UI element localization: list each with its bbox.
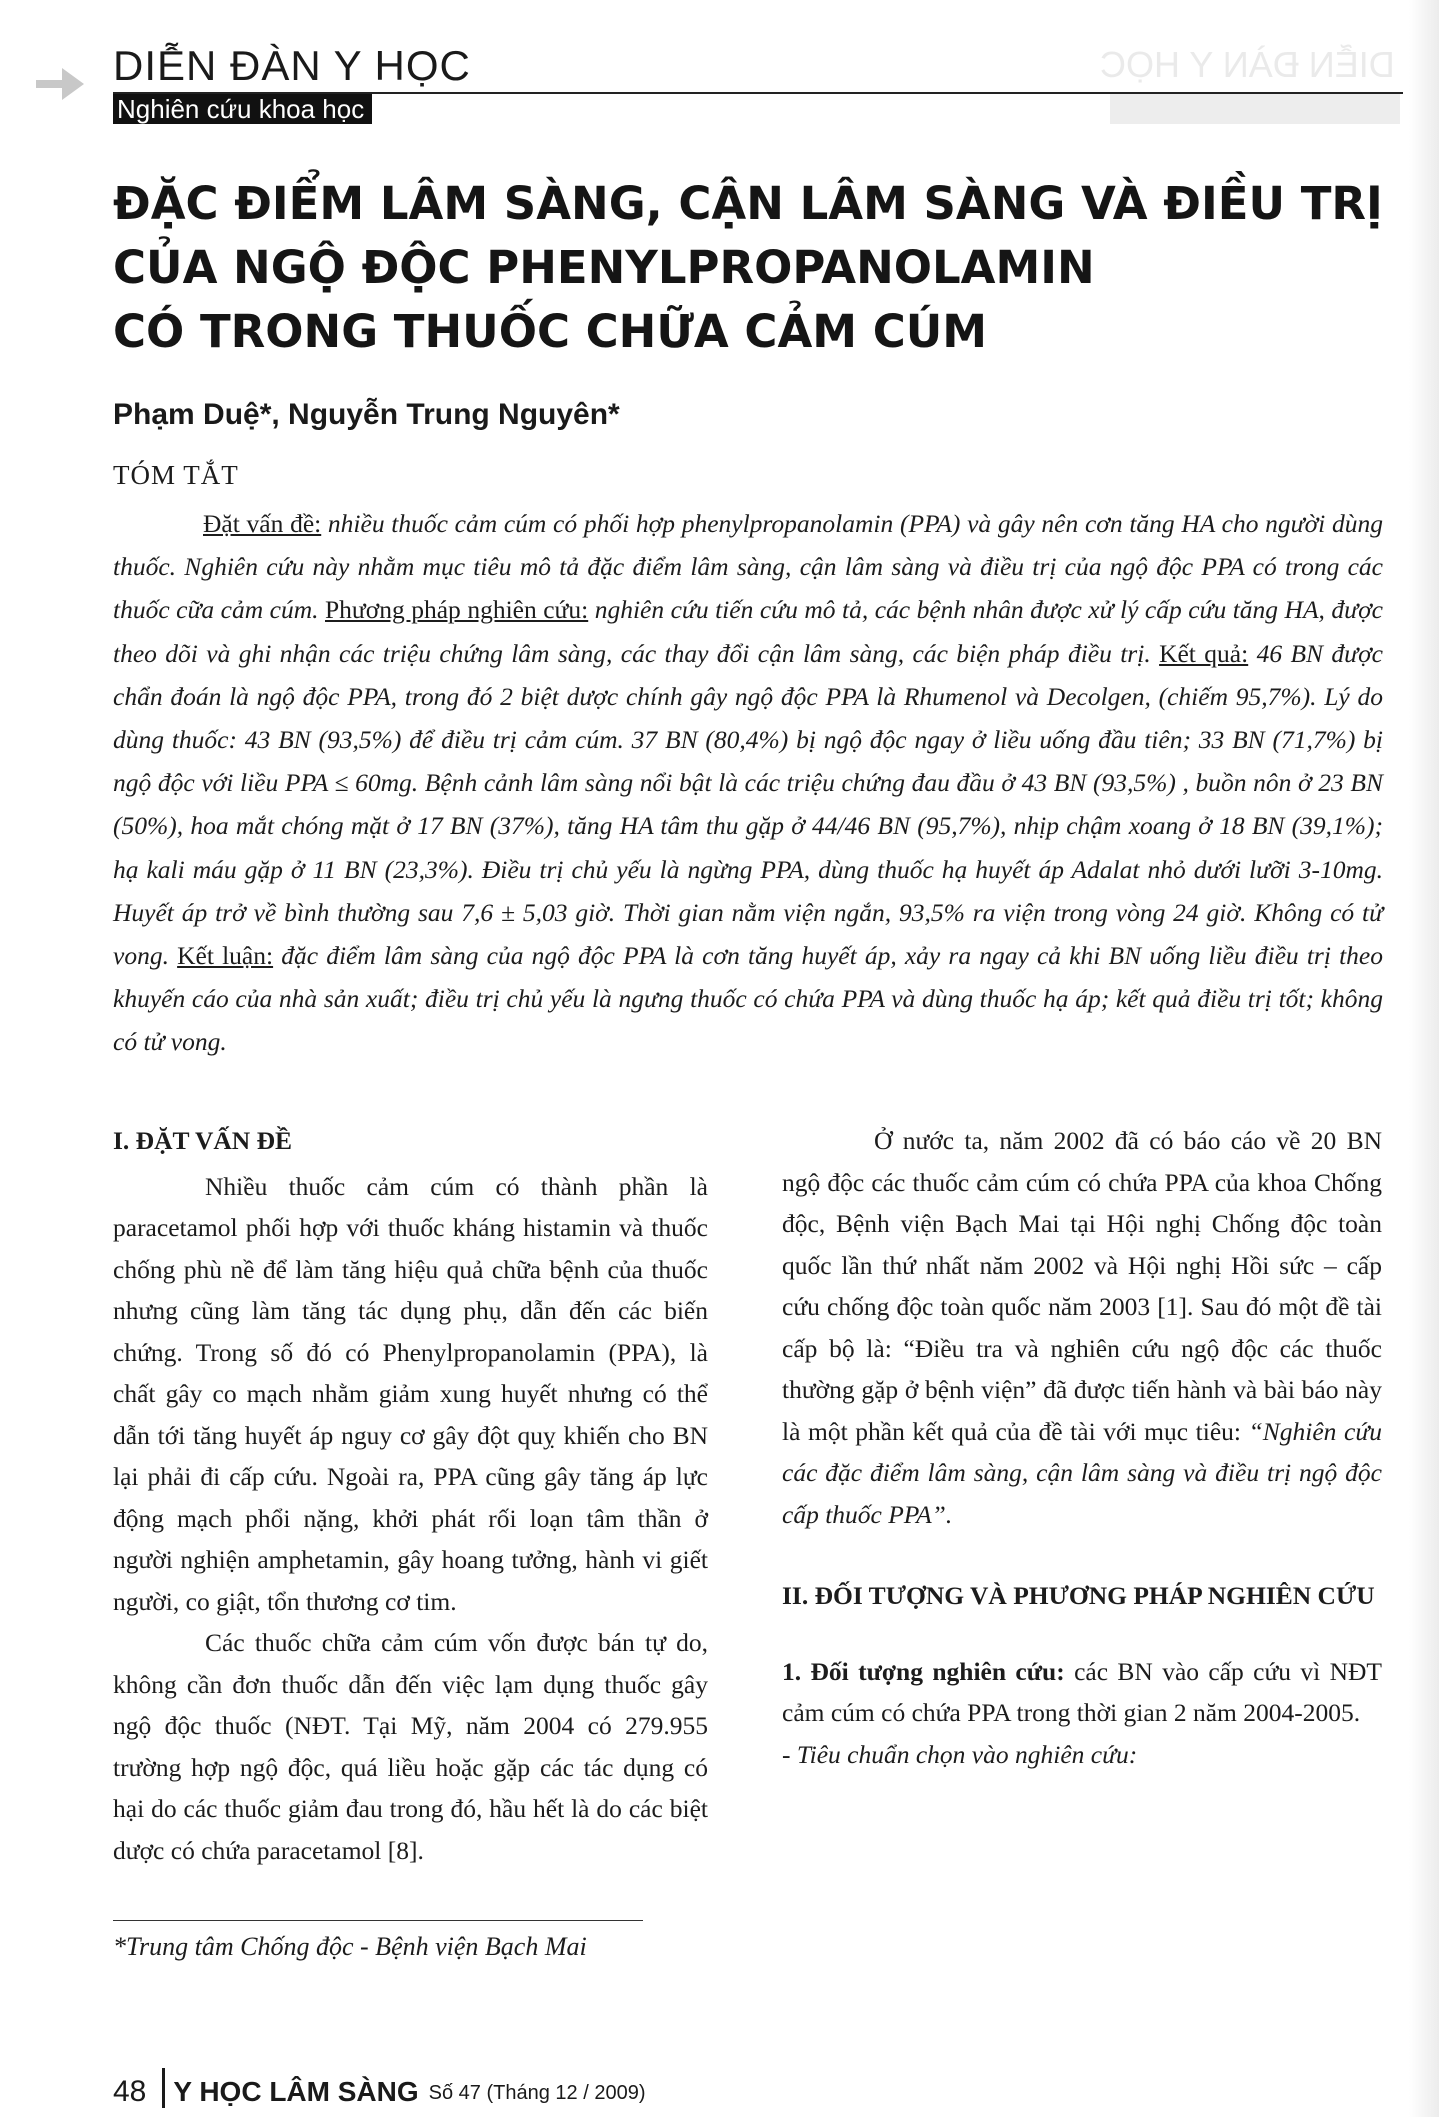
- abstract-text-conclusion: đặc điểm lâm sàng của ngộ độc PPA là cơn tăng huyết áp, xảy ra ngay cả khi BN uống liều điều trị theo khuyến cáo của nhà sản xuất; điều trị chủ yếu là ngưng thuốc có chứa PPA và dùng thuốc hạ áp; kết quả điều trị tốt; không có tử vong.: [113, 941, 1383, 1057]
- abstract-text-background: nhiều thuốc cảm cúm có phối hợp phenylpropanolamin (PPA) và gây nên cơn tăng HA cho người dùng thuốc. Nghiên cứu này nhằm mục tiêu mô tả đặc điểm lâm sàng, cận lâm sàng và điều trị của ngộ độc PPA có trong các thuốc cữa cảm cúm.: [113, 509, 1383, 625]
- authors: Phạm Duệ*, Nguyễn Trung Nguyên*: [113, 398, 620, 431]
- issue-info: Số 47 (Tháng 12 / 2009): [428, 2082, 646, 2104]
- title-line-3: CÓ TRONG THUỐC CHỮA CẢM CÚM: [113, 305, 988, 358]
- abstract-label-conclusion: Kết luận:: [177, 941, 274, 971]
- abstract-heading: TÓM TẮT: [113, 460, 239, 490]
- abstract-text-methods: nghiên cứu tiến cứu mô tả, các bệnh nhân được xử lý cấp cứu tăng HA, được theo dõi và ghi nhận các triệu chứng lâm sàng, các thay đổi cận lâm sàng, các biện pháp điều trị.: [113, 595, 1383, 668]
- intro-paragraph-3-text: Ở nước ta, năm 2002 đã có báo cáo về 20 BN ngộ độc các thuốc cảm cúm có chứa PPA của khoa Chống độc, Bệnh viện Bạch Mai tại Hội nghị Chống độc toàn quốc lần thứ nhất năm 2002 và Hội nghị Hồi sức – cấp cứu chống độc toàn quốc năm 2003 [1]. Sau đó một đề tài cấp bộ là: “Điều tra và nghiên cứu ngộ độc các thuốc thường gặp ở bệnh viện” đã được tiến hành và bài báo này là một phần kết quả của đề tài với mục tiêu:: [782, 1126, 1382, 1446]
- section-heading-introduction: I. ĐẶT VẤN ĐỀ: [113, 1126, 293, 1155]
- arrow-right-icon: [36, 64, 88, 104]
- abstract-label-methods: Phương pháp nghiên cứu:: [325, 595, 589, 625]
- right-column: [782, 1120, 1382, 1775]
- intro-paragraph-2: Các thuốc chữa cảm cúm vốn được bán tự do, không cần đơn thuốc dẫn đến việc lạm dụng thuốc gây ngộ độc thuốc (NĐT. Tại Mỹ, năm 2004 có 279.955 trường hợp ngộ độc, quá liều hoặc gặp các tác dụng có hại do các thuốc giảm đau trong đó, hầu hết là do các biệt dược có chứa paracetamol [8].: [113, 1628, 708, 1865]
- intro-paragraph-1: Nhiều thuốc cảm cúm có thành phần là paracetamol phối hợp với thuốc kháng histamin và thuốc chống phù nề để làm tăng hiệu quả chữa bệnh của thuốc nhưng cũng làm tăng tác dụng phụ, dẫn đến các biến chứng. Trong số đó có Phenylpropanolamin (PPA), là chất gây co mạch nhằm giảm xung huyết nhưng có thể dẫn tới tăng huyết áp nguy cơ gây đột quỵ khiến cho BN lại phải đi cấp cứu. Ngoài ra, PPA cũng gây tăng áp lực động mạch phổi nặng, khởi phát rối loạn tâm thần ở người nghiện amphetamin, gây hoang tưởng, hành vi giết người, co giật, tổn thương cơ tim.: [113, 1171, 708, 1616]
- study-objective: “Nghiên cứu các đặc điểm lâm sàng, cận lâm sàng và điều trị ngộ độc cấp thuốc PPA”.: [782, 1416, 1382, 1529]
- bleed-through-header: DIỄN ĐÀN Y HỌC: [1100, 44, 1395, 85]
- footnote-rule: [113, 1920, 643, 1921]
- left-column: [113, 1120, 708, 1871]
- page-edge-shadow: [1409, 0, 1439, 2117]
- intro-paragraph-3: [782, 1120, 1382, 1535]
- abstract-label-background: Đặt vấn đề:: [203, 509, 322, 538]
- article-title: [113, 172, 1403, 364]
- page-footer: [113, 2068, 645, 2108]
- inclusion-criteria: - Tiêu chuẩn chọn vào nghiên cứu:: [782, 1739, 1138, 1769]
- page-number: 48: [113, 2075, 147, 2108]
- abstract-label-results: Kết quả:: [1159, 638, 1249, 668]
- subjects-text: các BN vào cấp cứu vì NĐT cảm cúm có chứa PPA trong thời gian 2 năm 2004-2005.: [782, 1656, 1383, 1727]
- section-heading-methods: II. ĐỐI TƯỢNG VÀ PHƯƠNG PHÁP NGHIÊN CỨU: [782, 1581, 1375, 1610]
- subjects-label: 1. Đối tượng nghiên cứu:: [782, 1656, 1065, 1686]
- abstract-body: [113, 502, 1383, 1064]
- title-line-2: CỦA NGỘ ĐỘC PHENYLPROPANOLAMIN: [113, 241, 1095, 294]
- footer-divider: [162, 2068, 165, 2108]
- journal-name: Y HỌC LÂM SÀNG: [173, 2076, 419, 2107]
- subjects-paragraph: [782, 1651, 1382, 1734]
- footnote: *Trung tâm Chống độc - Bệnh viện Bạch Mai: [113, 1932, 587, 1961]
- section-badge: Nghiên cứu khoa học: [113, 94, 372, 124]
- title-line-1: ĐẶC ĐIỂM LÂM SÀNG, CẬN LÂM SÀNG VÀ ĐIỀU TRỊ: [113, 177, 1383, 230]
- section-title: DIỄN ĐÀN Y HỌC: [113, 42, 471, 89]
- abstract-text-results: 46 BN được chẩn đoán là ngộ độc PPA, trong đó 2 biệt dược chính gây ngộ độc PPA là Rhumenol và Decolgen, (chiếm 95,7%). Lý do dùng thuốc: 43 BN (93,5%) để điều trị cảm cúm. 37 BN (80,4%) bị ngộ độc ngay ở liều uống đầu tiên; 33 BN (71,7%) bị ngộ độc với liều PPA ≤ 60mg. Bệnh cảnh lâm sàng nổi bật là các triệu chứng đau đầu ở 43 BN (93,5%) , buồn nôn ở 23 BN (50%), hoa mắt chóng mặt ở 17 BN (37%), tăng HA tâm thu gặp ở 44/46 BN (95,7%), nhịp chậm xoang ở 18 BN (39,1%); hạ kali máu gặp ở 11 BN (23,3%). Điều trị chủ yếu là ngừng PPA, dùng thuốc hạ huyết áp Adalat nhỏ dưới lưỡi 3-10mg. Huyết áp trở về bình thường sau 7,6 ± 5,03 giờ. Thời gian nằm viện ngắn, 93,5% ra viện trong vòng 24 giờ. Không có tử vong.: [113, 638, 1383, 971]
- bleed-through-bar: [1110, 94, 1400, 124]
